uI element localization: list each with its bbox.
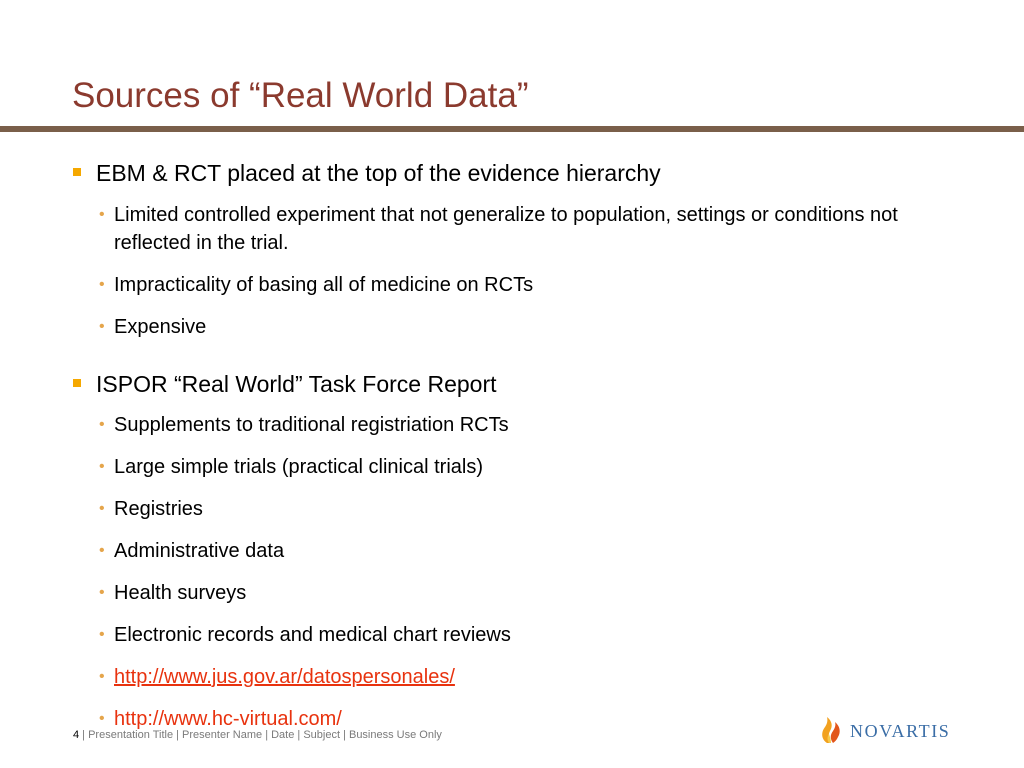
- bullet-ebm-rct: [72, 158, 972, 188]
- sub-bullet-administrative-data: [72, 537, 972, 565]
- sub-bullet-large-simple-trials: [72, 453, 972, 481]
- square-bullet-icon: [73, 379, 81, 387]
- sub-bullet-text: Expensive: [114, 316, 207, 338]
- sub-bullet-text: Electronic records and medical chart reviews: [114, 624, 511, 646]
- sub-bullet-text: Supplements to traditional registriation RCTs: [114, 414, 509, 436]
- sub-bullet-registries: [72, 495, 972, 523]
- dot-bullet-icon: •: [99, 626, 105, 643]
- square-bullet-icon: [73, 168, 81, 176]
- sub-bullet-text: Administrative data: [114, 540, 285, 562]
- slide-content: [72, 158, 972, 733]
- slide-footer: [73, 729, 442, 741]
- sub-bullet-text: Large simple trials (practical clinical trials): [114, 456, 483, 478]
- dot-bullet-icon: •: [99, 276, 105, 293]
- link-jus-gov-ar[interactable]: http://www.jus.gov.ar/datospersonales/: [114, 666, 455, 688]
- sub-bullet-expensive: [72, 313, 972, 341]
- bullet-text: EBM & RCT placed at the top of the evidence hierarchy: [96, 160, 661, 186]
- sub-bullet-limited-controlled: [72, 201, 972, 257]
- sub-bullet-text: Registries: [114, 498, 203, 520]
- novartis-flame-icon: [818, 716, 844, 744]
- sub-bullet-electronic-records: [72, 621, 972, 649]
- sub-bullet-supplements: [72, 411, 972, 439]
- dot-bullet-icon: •: [99, 416, 105, 433]
- footer-text: | Presentation Title | Presenter Name | Date | Subject | Business Use Only: [79, 729, 442, 741]
- dot-bullet-icon: •: [99, 500, 105, 517]
- sub-bullet-text: Impracticality of basing all of medicine on RCTs: [114, 274, 534, 296]
- sub-bullet-health-surveys: [72, 579, 972, 607]
- dot-bullet-icon: •: [99, 206, 105, 223]
- sub-bullet-link-jus: [72, 663, 972, 691]
- bullet-text: ISPOR “Real World” Task Force Report: [96, 371, 497, 397]
- dot-bullet-icon: •: [99, 584, 105, 601]
- dot-bullet-icon: •: [99, 668, 105, 685]
- title-divider: [0, 126, 1024, 132]
- link-hc-virtual[interactable]: http://www.hc-virtual.com/: [114, 708, 342, 730]
- dot-bullet-icon: •: [99, 542, 105, 559]
- bullet-ispor: [72, 369, 972, 399]
- novartis-logo: [818, 716, 968, 744]
- dot-bullet-icon: •: [99, 458, 105, 475]
- dot-bullet-icon: •: [99, 318, 105, 335]
- sub-bullet-text: Limited controlled experiment that not generalize to population, settings or conditions not reflected in the trial.: [114, 204, 898, 254]
- slide-title: Sources of “Real World Data”: [72, 76, 529, 115]
- dot-bullet-icon: •: [99, 710, 105, 727]
- sub-bullet-impracticality: [72, 271, 972, 299]
- page-number: 4: [73, 729, 80, 741]
- sub-bullet-text: Health surveys: [114, 582, 247, 604]
- novartis-wordmark: NOVARTIS: [850, 721, 951, 741]
